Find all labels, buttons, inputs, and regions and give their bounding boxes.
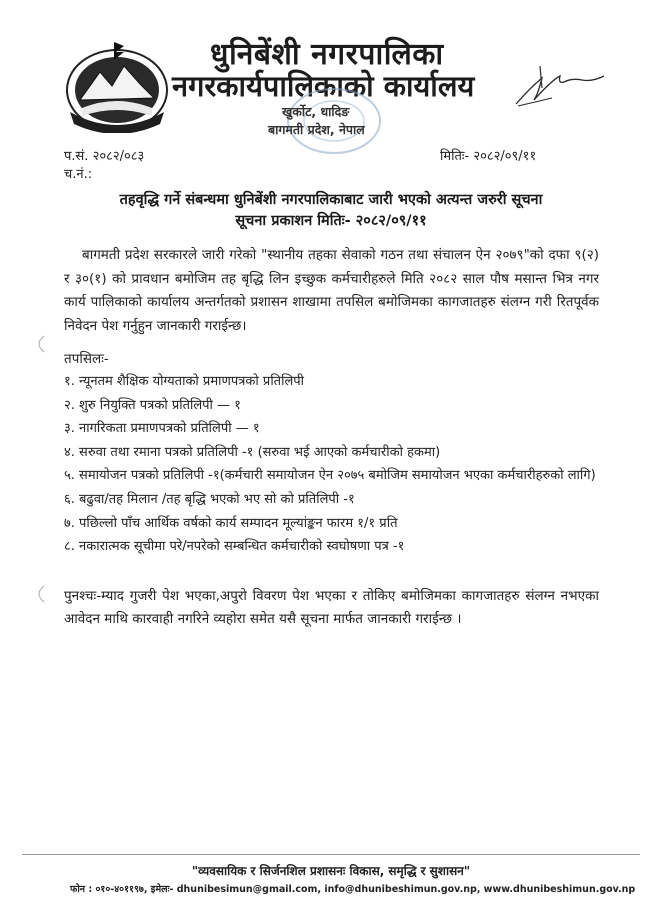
- municipality-emblem: [62, 38, 172, 133]
- footer-motto: "व्यवसायिक र सिर्जनशिल प्रशासनः विकास, समृद्धि र सुशासन": [191, 864, 471, 878]
- list-item: ८. नकारात्मक सूचीमा परे/नपरेको सम्बन्धित कर्मचारीको स्वघोषणा पत्र -१: [64, 539, 405, 555]
- footer-divider: [22, 854, 640, 855]
- punch-hole-mark: [32, 584, 46, 604]
- list-item: ३. नागरिकता प्रमाणपत्रको प्रतिलिपी — १: [64, 421, 260, 437]
- list-item: १. न्यूनतम शैक्षिक योग्यताको प्रमाणपत्रको प्रतिलिपी: [64, 374, 305, 389]
- notice-publish-date: सूचना प्रकाशन मितिः- २०८२/०९/११: [235, 213, 427, 229]
- notice-title: तहवृद्धि गर्ने संबन्धमा धुनिबेंशी नगरपालिकाबाट जारी भएको अत्यन्त जरुरी सूचना: [119, 192, 543, 208]
- punch-hole-mark: [32, 334, 46, 354]
- notice-body-text: बागमती प्रदेश सरकारले जारी गरेको "स्थानीय तहका सेवाको गठन तथा संचालन ऐन २०७९"को दफा ९(२) र ३०(१) को प्रावधान बमोजिम तह बृद्धि लिन इच्छुक कर्मचारीहरुले मिति २०८२ साल पौष मसान्त भित्र नगर कार्य पालिकाको कार्यालय अन्तर्गतको प्रशासन शाखामा तपसिल बमोजिमका कागजातहरु संलग्न गरी रितपूर्वक निवेदन पेश गर्नुहुन जानकारी गराईन्छ।: [64, 247, 599, 334]
- letter-date: मितिः- २०८२/०९/११: [440, 149, 537, 164]
- list-item: ७. पछिल्लो पाँच आर्थिक वर्षको कार्य सम्पादन मूल्यांङ्कन फारम १/१ प्रति: [64, 515, 398, 531]
- list-item: २. शुरु नियुक्ति पत्रको प्रतिलिपी — १: [64, 397, 241, 413]
- notice-body: [64, 244, 599, 338]
- letterhead-address-locality: खुर्कोट, धादिङ: [282, 104, 350, 119]
- letterhead-municipality-name: धुनिबेंशी नगरपालिका: [210, 37, 444, 72]
- required-documents-list: [64, 370, 599, 559]
- footer-contact: फोन : ०१०-४०११९७, इमेलः- dhunibesimun@gmail.com, info@dhunibeshimun.gov.np, www.dhunibeshimun.gov.np: [70, 884, 636, 895]
- signature: [512, 58, 612, 110]
- dispatch-number: च.नं.:: [64, 167, 93, 182]
- notice-postscript: पुनश्चः-म्याद गुजरी पेश भएका,अपुरो विवरण पेश भएका र तोकिए बमोजिमका कागजातहरु संलग्न नभएका आवेदन माथि कारवाही नगरिने व्यहोरा समेत यसै सूचना मार्फत जानकारी गराईन्छ ।: [64, 588, 599, 627]
- letterhead-address-province: बागमती प्रदेश, नेपाल: [268, 122, 365, 137]
- list-item: ५. समायोजन पत्रको प्रतिलिपी -१(कर्मचारी समायोजन ऐन २०७५ बमोजिम समायोजन भएका कर्मचारीहरुको लागि): [64, 468, 596, 484]
- letterhead-office-name: नगरकार्यपालिकाको कार्यालय: [172, 69, 475, 103]
- details-heading: तपसिलः-: [64, 351, 109, 367]
- list-item: ४. सरुवा तथा रमाना पत्रको प्रतिलिपी -१ (सरुवा भई आएको कर्मचारीको हकमा): [64, 444, 441, 460]
- list-item: ६. बढुवा/तह मिलान /तह बृद्धि भएको भए सो को प्रतिलिपी -१: [64, 491, 355, 507]
- letter-number: प.सं. २०८२/०८३: [64, 149, 145, 164]
